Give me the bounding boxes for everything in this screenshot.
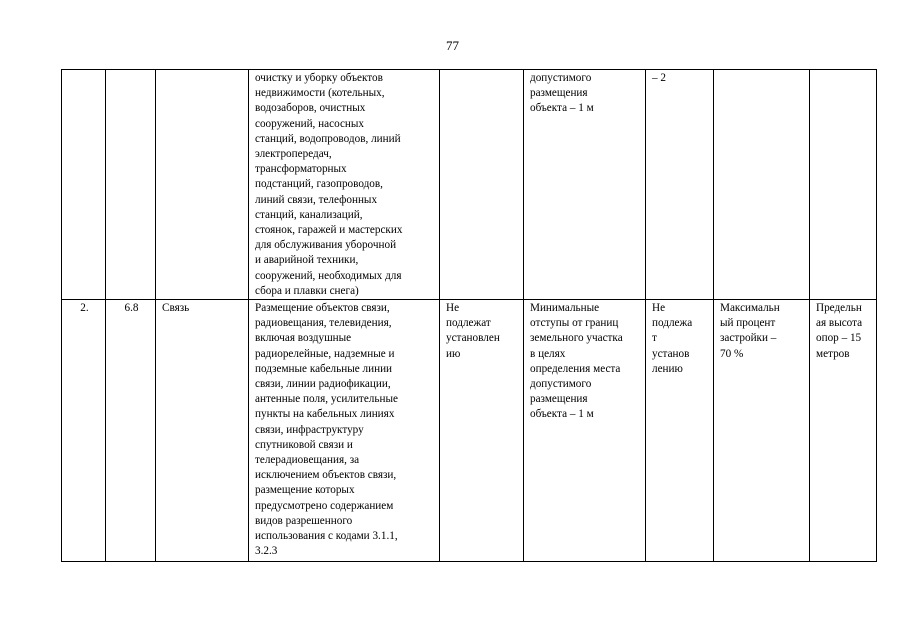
- text-line: земельного участка: [530, 332, 623, 345]
- text-line: объекта – 1 м: [530, 408, 594, 421]
- text-line: подлежат: [446, 317, 491, 330]
- text-line: лению: [652, 362, 683, 375]
- cell-setbacks: [524, 70, 646, 300]
- text-line: сооружений, необходимых для: [255, 269, 402, 282]
- text-line: подземные кабельные линии: [255, 362, 393, 375]
- text-line: допустимого: [530, 72, 592, 84]
- cell-description: [249, 300, 440, 562]
- cell-height: [810, 70, 877, 300]
- text-line: ый процент: [720, 317, 776, 330]
- cell-number: 2.: [62, 300, 106, 562]
- text-line: – 2: [652, 72, 666, 84]
- text-line: очистку и уборку объектов: [255, 72, 383, 84]
- text-line: стоянок, гаражей и мастерских: [255, 224, 403, 237]
- text-line: в целях: [530, 347, 566, 360]
- text-line: трансформаторных: [255, 163, 347, 176]
- text-line: для обслуживания уборочной: [255, 239, 397, 252]
- text-line: опор – 15: [816, 332, 862, 345]
- text-line: размещения: [530, 87, 588, 100]
- text-line: 3.2.3: [255, 545, 278, 558]
- table-row: [62, 300, 877, 562]
- text-line: антенные поля, усилительные: [255, 393, 398, 406]
- text-line: размещение которых: [255, 484, 355, 497]
- text-line: установлен: [446, 332, 500, 345]
- text-line: связи, линии радиофикации,: [255, 378, 391, 391]
- text-line: исключением объектов связи,: [255, 469, 397, 482]
- text-line: Размещение объектов связи,: [255, 302, 390, 315]
- text-line: радиорелейные, надземные и: [255, 347, 395, 360]
- text-line: сбора и плавки снега): [255, 284, 359, 297]
- text-line: Не: [652, 302, 666, 315]
- cell-use-name: Связь: [156, 300, 249, 562]
- text-line: подстанций, газопроводов,: [255, 178, 383, 191]
- text-line: линий связи, телефонных: [255, 193, 378, 206]
- text-line: т: [652, 332, 657, 345]
- text-line: Минимальные: [530, 302, 600, 315]
- text-line: ая высота: [816, 317, 863, 330]
- cell-description: [249, 70, 440, 300]
- text-line: видов разрешенного: [255, 514, 353, 527]
- text-line: размещения: [530, 393, 588, 406]
- text-line: станций, водопроводов, линий: [255, 132, 401, 145]
- text-line: телерадиовещания, за: [255, 454, 360, 467]
- text-line: 70 %: [720, 347, 744, 360]
- text-line: использования с кодами 3.1.1,: [255, 530, 398, 543]
- text-line: установ: [652, 347, 690, 360]
- cell-setbacks: [524, 300, 646, 562]
- text-line: станций, канализаций,: [255, 208, 363, 221]
- cell-limits-size: [440, 70, 524, 300]
- text-line: и аварийной техники,: [255, 254, 359, 267]
- text-line: электропередач,: [255, 148, 332, 161]
- text-line: определения места: [530, 362, 621, 375]
- zoning-table: [61, 69, 877, 562]
- text-line: Не: [446, 302, 460, 315]
- text-line: ию: [446, 347, 461, 360]
- text-line: спутниковой связи и: [255, 438, 353, 451]
- text-line: радиовещания, телевидения,: [255, 317, 392, 330]
- text-line: пункты на кабельных линиях: [255, 408, 395, 421]
- text-line: подлежа: [652, 317, 693, 330]
- text-line: метров: [816, 347, 850, 360]
- cell-code: 6.8: [106, 300, 156, 562]
- text-line: включая воздушные: [255, 332, 352, 345]
- text-line: объекта – 1 м: [530, 102, 594, 115]
- text-line: застройки –: [720, 332, 777, 345]
- cell-coverage: [714, 70, 810, 300]
- text-line: отступы от границ: [530, 317, 619, 330]
- text-line: водозаборов, очистных: [255, 102, 366, 115]
- text-line: Максимальн: [720, 302, 780, 315]
- cell-use-name: [156, 70, 249, 300]
- cell-limits-size: [440, 300, 524, 562]
- text-line: предусмотрено содержанием: [255, 499, 394, 512]
- text-line: сооружений, насосных: [255, 117, 365, 130]
- cell-code: [106, 70, 156, 300]
- text-line: недвижимости (котельных,: [255, 87, 385, 100]
- text-line: Предельн: [816, 302, 862, 315]
- cell-floors: [646, 300, 714, 562]
- cell-floors: [646, 70, 714, 300]
- text-line: связи, инфраструктуру: [255, 423, 364, 436]
- table-row: [62, 70, 877, 300]
- cell-height: [810, 300, 877, 562]
- text-line: допустимого: [530, 378, 592, 391]
- page-number: 77: [446, 38, 459, 53]
- cell-number: [62, 70, 106, 300]
- cell-coverage: [714, 300, 810, 562]
